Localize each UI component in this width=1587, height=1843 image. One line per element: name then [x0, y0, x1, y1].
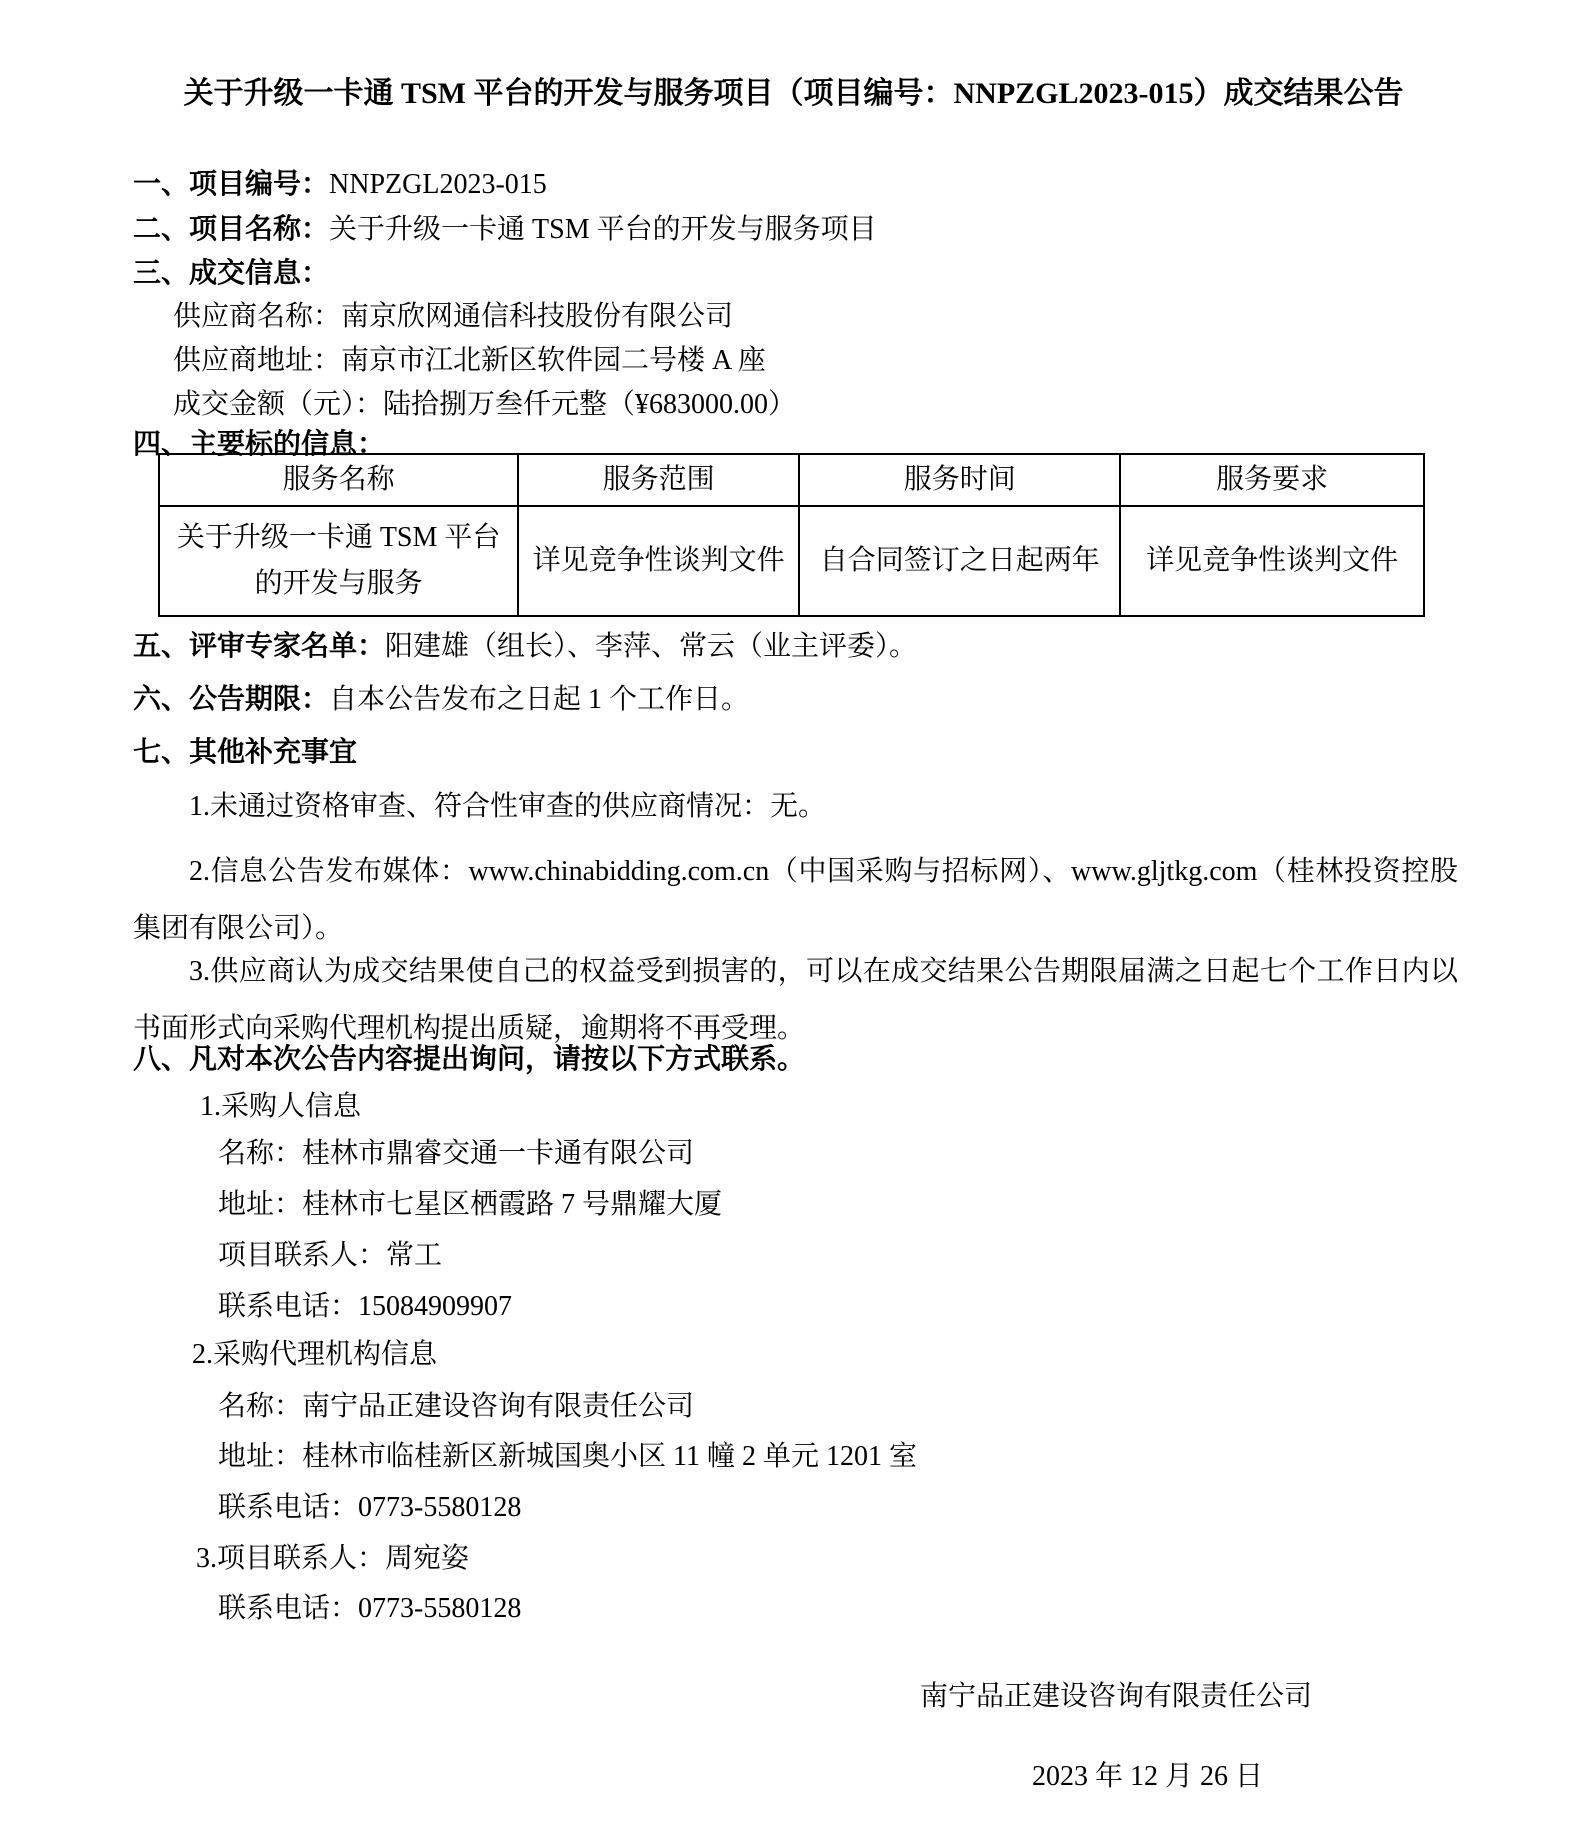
table-cell-service-name: 关于升级一卡通 TSM 平台的开发与服务: [159, 506, 518, 616]
field-value: 0773-5580128: [358, 1492, 522, 1523]
purchaser-address-line: [218, 1188, 722, 1222]
deal-amount-line: [173, 388, 796, 422]
field-value: 15084909907: [358, 1291, 513, 1322]
purchaser-phone-line: [218, 1290, 512, 1324]
project-contact-heading: [196, 1542, 469, 1576]
agency-name-line: [218, 1390, 694, 1424]
supplier-address-line: [173, 344, 766, 378]
other-paragraph-1: 1.未通过资格审查、符合性审查的供应商情况：无。: [189, 791, 827, 822]
table-cell-service-scope: 详见竞争性谈判文件: [518, 506, 799, 616]
field-value: 南宁品正建设咨询有限责任公司: [302, 1391, 695, 1422]
field-value: 常工: [386, 1240, 443, 1271]
table-header-service-requirement: 服务要求: [1120, 454, 1424, 506]
section-label: 五、评审专家名单：: [133, 631, 386, 662]
section-other-heading: [133, 736, 357, 770]
section-deal-info-heading: [133, 257, 329, 291]
field-label: 名称：: [218, 1391, 303, 1422]
section-label: 六、公告期限：: [133, 684, 330, 715]
section-project-name: [133, 213, 877, 247]
section-label: 四、主要标的信息：: [133, 429, 386, 460]
field-label: 地址：: [218, 1189, 303, 1220]
field-label: 供应商地址：: [173, 345, 342, 376]
field-value: 周宛姿: [385, 1543, 470, 1574]
page-title: 关于升级一卡通 TSM 平台的开发与服务项目（项目编号：NNPZGL2023-015）成交结果公告: [183, 77, 1404, 110]
field-label: 联系电话：: [218, 1492, 359, 1523]
agency-info-heading: 2.采购代理机构信息: [192, 1339, 438, 1370]
section-experts: [133, 630, 917, 664]
table-row: [159, 506, 1424, 616]
field-value: 桂林市七星区栖霞路 7 号鼎耀大厦: [302, 1189, 723, 1220]
subject-info-table: [158, 453, 1425, 617]
section-label: 七、其他补充事宜: [133, 737, 358, 768]
section-value: 自本公告发布之日起 1 个工作日。: [329, 684, 750, 715]
section-label: 八、凡对本次公告内容提出询问，请按以下方式联系。: [133, 1044, 806, 1075]
table-cell-service-requirement: 详见竞争性谈判文件: [1120, 506, 1424, 616]
agency-address-line: [218, 1440, 917, 1474]
purchaser-contact-person-line: [218, 1239, 442, 1273]
project-contact-phone-line: [218, 1592, 521, 1626]
field-value: 桂林市鼎睿交通一卡通有限公司: [302, 1138, 695, 1169]
table-header-service-time: 服务时间: [799, 454, 1120, 506]
field-label: 供应商名称：: [173, 301, 342, 332]
section-project-number: [133, 168, 547, 202]
field-label: 联系电话：: [218, 1593, 359, 1624]
field-label: 项目联系人：: [218, 1240, 387, 1271]
field-label: 地址：: [218, 1441, 303, 1472]
field-value: 桂林市临桂新区新城国奥小区 11 幢 2 单元 1201 室: [302, 1441, 917, 1472]
section-value: NNPZGL2023-015: [329, 169, 547, 200]
table-header-row: [159, 454, 1424, 506]
field-value: 0773-5580128: [358, 1593, 522, 1624]
field-label: 3.项目联系人：: [196, 1543, 386, 1574]
section-label: 二、项目名称：: [133, 214, 330, 245]
agency-phone-line: [218, 1491, 521, 1525]
field-value: 南京市江北新区软件园二号楼 A 座: [341, 345, 766, 376]
section-contact-heading: [133, 1043, 805, 1077]
table-header-service-name: 服务名称: [159, 454, 518, 506]
field-label: 成交金额（元）：: [173, 389, 384, 420]
table-cell-service-time: 自合同签订之日起两年: [799, 506, 1120, 616]
section-period: [133, 683, 749, 717]
field-label: 联系电话：: [218, 1291, 359, 1322]
field-value: 南京欣网通信科技股份有限公司: [341, 301, 734, 332]
other-paragraph-2: 2.信息公告发布媒体：www.chinabidding.com.cn（中国采购与招标网）、www.gljtkg.com（桂林投资控股集团有限公司）。: [133, 856, 1458, 944]
other-paragraph-3: 3.供应商认为成交结果使自己的权益受到损害的，可以在成交结果公告期限届满之日起七个工作日内以书面形式向采购代理机构提出质疑，逾期将不再受理。: [133, 956, 1458, 1044]
field-label: 名称：: [218, 1138, 303, 1169]
supplier-name-line: [173, 300, 733, 334]
table-header-service-scope: 服务范围: [518, 454, 799, 506]
footer-date: 2023 年 12 月 26 日: [1032, 1761, 1264, 1792]
section-value: 阳建雄（组长）、李萍、常云（业主评委）。: [385, 631, 918, 662]
section-value: 关于升级一卡通 TSM 平台的开发与服务项目: [329, 214, 877, 245]
purchaser-name-line: [218, 1137, 694, 1171]
section-label: 三、成交信息：: [133, 258, 330, 289]
field-value: 陆拾捌万叁仟元整（¥683000.00）: [383, 389, 797, 420]
footer-company-signature: 南宁品正建设咨询有限责任公司: [920, 1681, 1313, 1712]
section-label: 一、项目编号：: [133, 169, 330, 200]
purchaser-info-heading: 1.采购人信息: [200, 1091, 362, 1122]
